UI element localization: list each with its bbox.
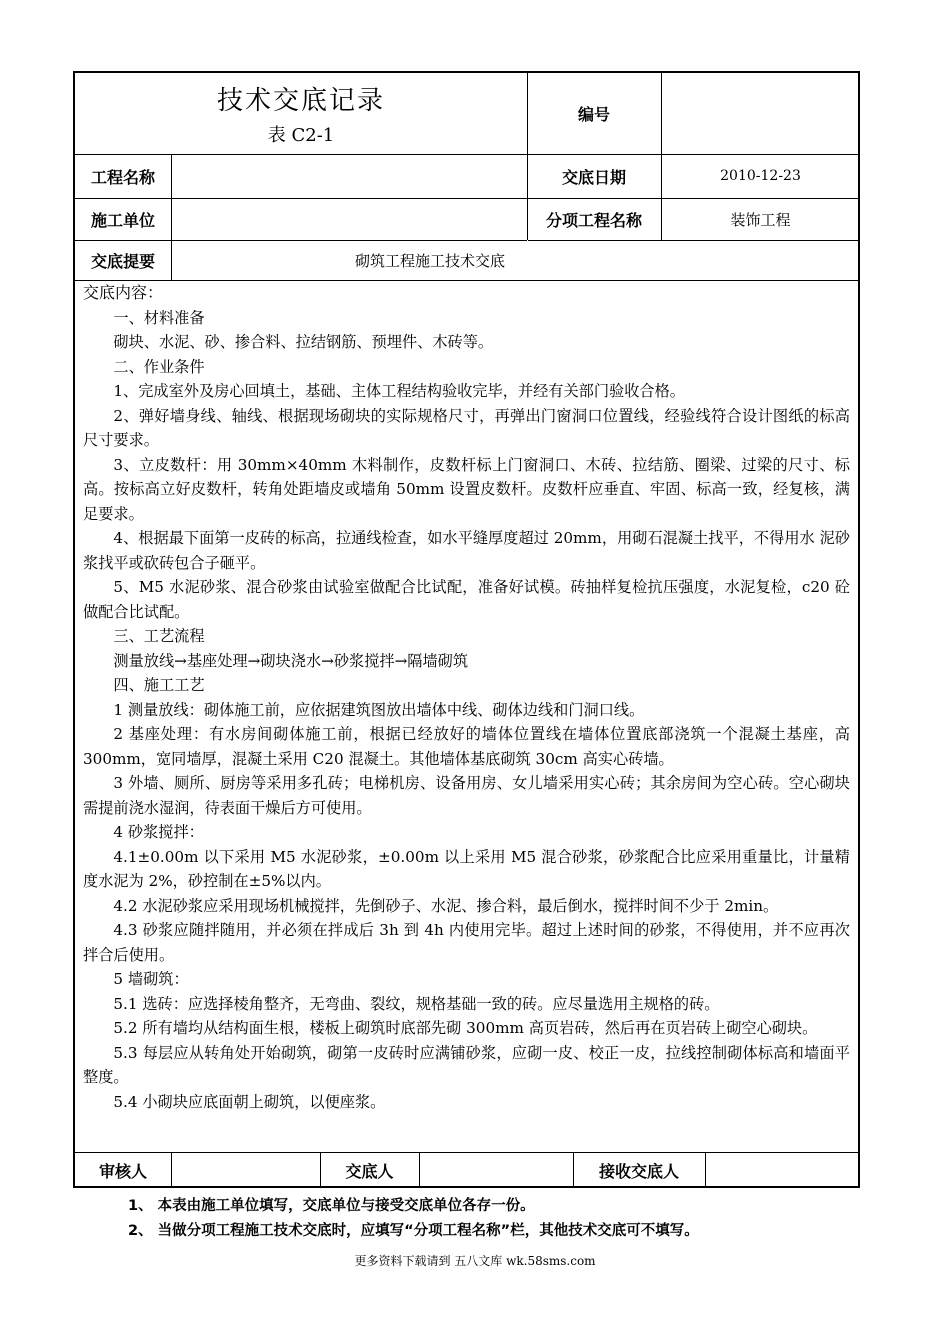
reviewer-value <box>171 1152 320 1188</box>
content-line: 砌块、水泥、砂、掺合料、拉结钢筋、预埋件、木砖等。 <box>113 333 494 351</box>
discloser-label: 交底人 <box>345 1161 394 1181</box>
content-line: 3、立皮数杆：用 30mm×40mm 木料制作，皮数杆标上门窗洞口、木砖、拉结筋、圈梁、过梁的尺寸、标高。按标高立好皮数杆，转角处距墙皮或墙角 50mm 设置皮数杆。皮数杆应垂直、牢固、标高一致，经复核，满足要求。 <box>83 455 850 523</box>
date-value: 2010-12-23 <box>720 168 801 184</box>
subproject-value: 装饰工程 <box>730 210 791 229</box>
content-line: 5.4 小砌块应底面朝上砌筑，以便座浆。 <box>113 1092 386 1111</box>
receiver-value <box>705 1152 860 1188</box>
form-number: 表 C2-1 <box>267 125 335 146</box>
content-line: 二、作业条件 <box>113 357 205 376</box>
note-item: 2、 当做分项工程施工技术交底时，应填写“分项工程名称”栏，其他技术交底可不填写。 <box>128 1223 699 1239</box>
content-line: 2、弹好墙身线、轴线、根据现场砌块的实际规格尺寸，再弹出门窗洞口位置线，经验线符合设计图纸的标高尺寸要求。 <box>83 406 850 449</box>
content-line: 4.3 砂浆应随拌随用，并必须在拌成后 3h 到 4h 内使用完毕。超过上述时间的砂浆，不得使用，并不应再次拌合后使用。 <box>83 921 850 964</box>
note-item: 1、 本表由施工单位填写，交底单位与接受交底单位各存一份。 <box>128 1198 535 1214</box>
content-line: 测量放线→基座处理→砌块浇水→砂浆搅拌→隔墙砌筑 <box>113 651 469 670</box>
date-label: 交底日期 <box>561 167 626 187</box>
number-label: 编号 <box>577 105 610 124</box>
title-block <box>75 73 527 154</box>
content-line: 2 基座处理：有水房间砌体施工前，根据已经放好的墙体位置线在墙体位置底部浇筑一个混凝土基座，高 300mm，宽同墙厚，混凝土采用 C20 混凝土。其他墙体基底砌筑 30cm 高实心砖墙。 <box>83 725 850 768</box>
content-heading: 交底内容： <box>83 283 164 302</box>
disclosure-content <box>83 281 850 1114</box>
content-line: 3 外墙、厕所、厨房等采用多孔砖；电梯机房、设备用房、女儿墙采用实心砖；其余房间为空心砖。空心砌块需提前浇水湿润，待表面干燥后方可使用。 <box>83 774 850 817</box>
content-line: 一、材料准备 <box>113 308 205 327</box>
footer-text: 更多资料下载请到 五八文库 wk.58sms.com <box>354 1254 596 1268</box>
reviewer-label: 审核人 <box>98 1161 147 1181</box>
content-line: 4.1±0.00m 以下采用 M5 水泥砂浆，±0.00m 以上采用 M5 混合砂浆，砂浆配合比应采用重量比，计量精度水泥为 2%，砂控制在±5%以内。 <box>83 847 850 890</box>
content-line: 5、M5 水泥砂浆、混合砂浆由试验室做配合比试配，准备好试模。砖抽样复检抗压强度，水泥复检，c20 砼做配合比试配。 <box>83 578 850 621</box>
content-line: 1 测量放线：砌体施工前，应依据建筑图放出墙体中线、砌体边线和门洞口线。 <box>113 700 645 719</box>
discloser-value <box>419 1152 573 1188</box>
summary-value: 砌筑工程施工技术交底 <box>355 251 506 270</box>
constructor-value <box>171 198 527 240</box>
constructor-label: 施工单位 <box>90 210 155 230</box>
content-line: 1、完成室外及房心回填土，基础、主体工程结构验收完毕，并经有关部门验收合格。 <box>113 382 685 400</box>
subproject-label: 分项工程名称 <box>545 210 642 230</box>
summary-label: 交底提要 <box>90 251 155 271</box>
content-line: 5.3 每层应从转角处开始砌筑，砌第一皮砖时应满铺砂浆，应砌一皮、校正一皮，拉线控制砌体标高和墙面平整度。 <box>83 1043 850 1086</box>
content-line: 5 墙砌筑： <box>113 970 189 988</box>
form-notes <box>128 1194 699 1244</box>
project-name-label: 工程名称 <box>90 167 155 187</box>
number-value <box>661 73 860 154</box>
tech-disclosure-form <box>73 71 860 1188</box>
content-lines <box>83 306 850 1115</box>
receiver-label: 接收交底人 <box>598 1161 679 1181</box>
content-line: 三、工艺流程 <box>113 627 205 645</box>
form-title: 技术交底记录 <box>216 86 385 116</box>
content-line: 4、根据最下面第一皮砖的标高，拉通线检查，如水平缝厚度超过 20mm，用砌石混凝土找平，不得用水 泥砂浆找平或砍砖包合子砸平。 <box>83 529 850 572</box>
content-line: 四、施工工艺 <box>113 676 205 694</box>
content-line: 5.2 所有墙均从结构面生根，楼板上砌筑时底部先砌 300mm 高页岩砖，然后再在页岩砖上砌空心砌块。 <box>113 1019 818 1037</box>
content-line: 4.2 水泥砂浆应采用现场机械搅拌，先倒砂子、水泥、掺合料，最后倒水，搅拌时间不少于 2min。 <box>113 896 779 915</box>
content-line: 4 砂浆搅拌： <box>113 823 204 841</box>
project-name-value <box>171 154 527 198</box>
content-line: 5.1 选砖：应选择棱角整齐，无弯曲、裂纹，规格基础一致的砖。应尽量选用主规格的砖。 <box>113 994 720 1013</box>
